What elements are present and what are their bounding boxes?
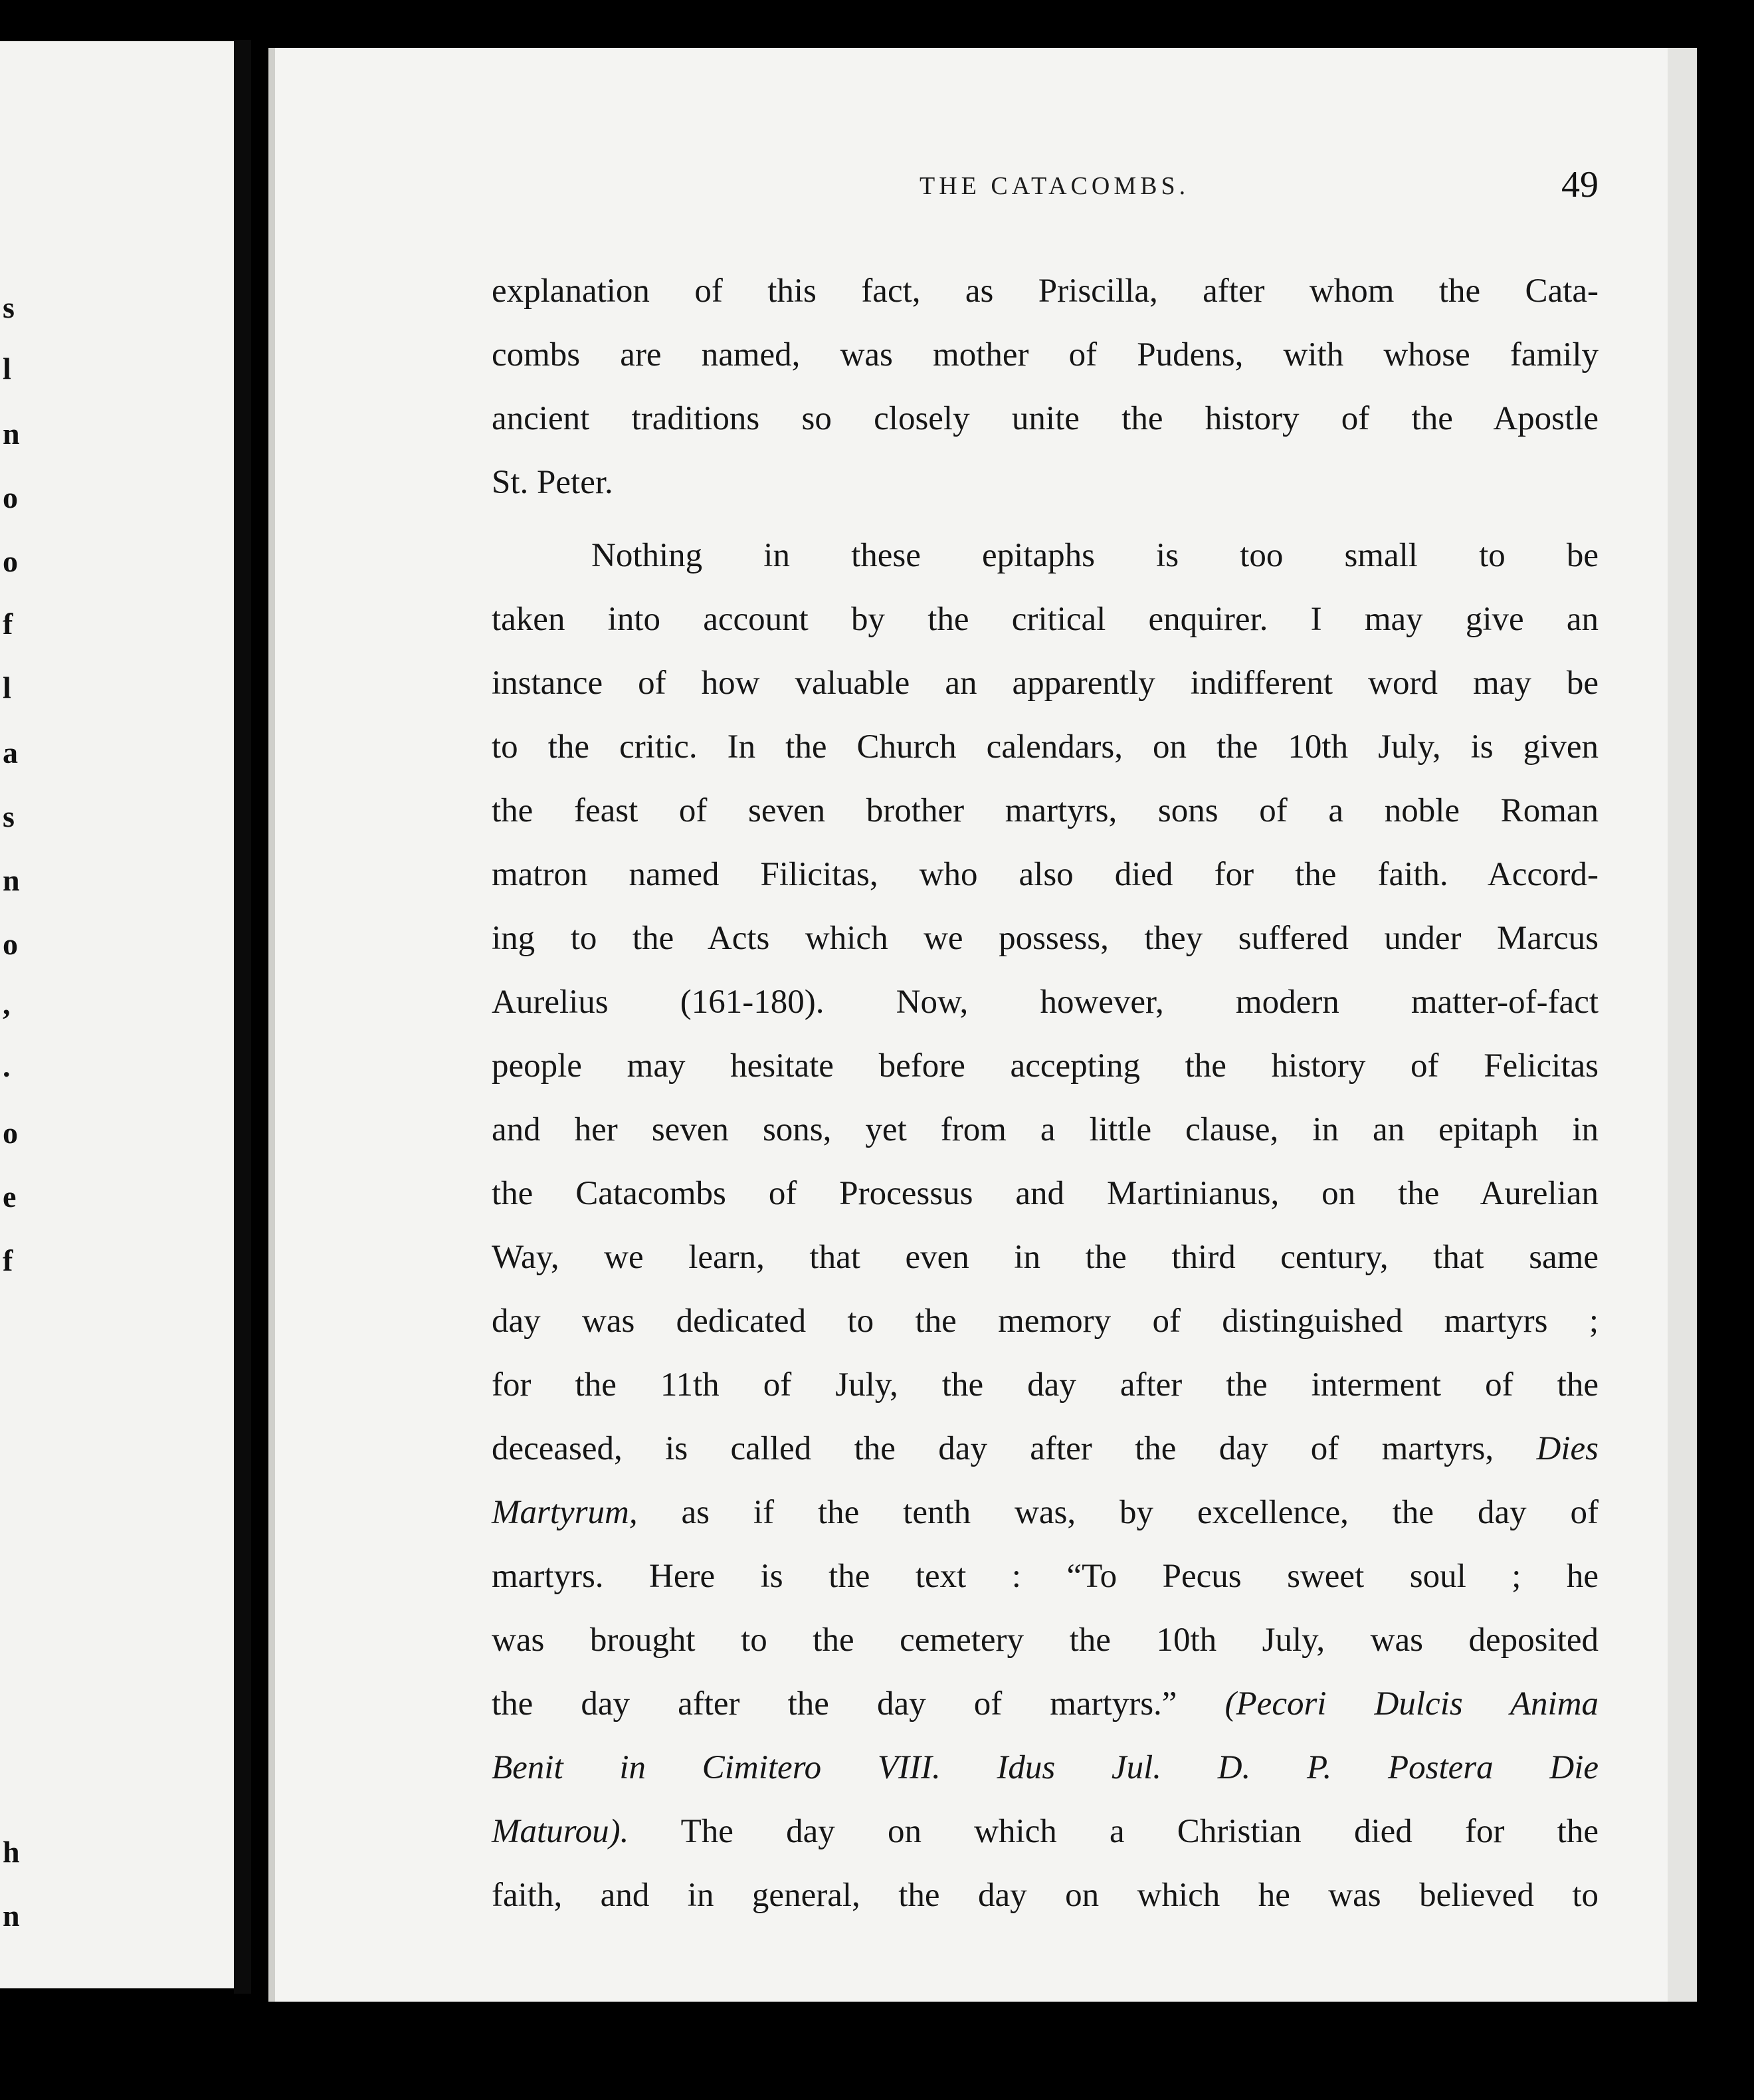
book-gutter [234,40,251,1994]
margin-letter: o [3,544,18,578]
text-line: taken into account by the critical enquirer. I may give an [492,601,1599,638]
text-line: combs are named, was mother of Pudens, with whose family [492,336,1599,373]
text-line [492,1481,1599,1544]
italic-text: Martyrum, [492,1494,638,1531]
text-line: was brought to the cemetery the 10th July, was deposited [492,1622,1599,1659]
text-line: ing to the Acts which we possess, they suffered under Marcus [492,920,1599,957]
facing-page-left [0,41,234,1988]
text-line: for the 11th of July, the day after the interment of the [492,1366,1599,1404]
margin-letter: e [3,1180,17,1213]
text-line: and her seven sons, yet from a little clause, in an epitaph in [492,1111,1599,1148]
margin-letter: a [3,736,18,770]
italic-text: (Pecori Dulcis Anima [1224,1685,1599,1723]
text-line: St. Peter. [492,464,613,501]
page-edge [1668,48,1697,2002]
margin-letter: f [3,1243,13,1277]
text-line: matron named Filicitas, who also died for the faith. Accord- [492,856,1599,893]
text-line: instance of how valuable an apparently indifferent word may be [492,665,1599,702]
margin-letter: s [3,290,15,324]
text-span: The day on which a Christian died for the [680,1813,1599,1850]
margin-letter: o [3,480,18,514]
margin-letter: l [3,352,11,385]
text-line: to the critic. In the Church calendars, on the 10th July, is given [492,728,1599,766]
text-line: day was dedicated to the memory of distinguished martyrs ; [492,1303,1599,1340]
margin-letter: o [3,1116,18,1150]
margin-letter: n [3,1899,20,1933]
text-line: Nothing in these epitaphs is too small to be [591,537,1599,574]
italic-text: Dies [1536,1430,1599,1467]
margin-letter: n [3,863,20,897]
margin-letter: , [3,987,11,1021]
text-line: the feast of seven brother martyrs, sons of a noble Roman [492,792,1599,829]
text-line: Way, we learn, that even in the third century, that same [492,1239,1599,1276]
margin-letter: f [3,607,13,641]
page-gutter-shadow [268,48,275,2002]
page [268,48,1697,2002]
italic-text: Maturou). [492,1813,629,1850]
text-line [492,1800,1599,1863]
running-head: THE CATACOMBS. [920,172,1190,200]
text-line: explanation of this fact, as Priscilla, after whom the Cata- [492,272,1599,310]
margin-letter: h [3,1835,20,1869]
text-span: as if the tenth was, by excellence, the day of [681,1494,1599,1531]
text-line: faith, and in general, the day on which he was believed to [492,1877,1599,1914]
margin-letter: s [3,799,15,833]
italic-text-line: Benit in Cimitero VIII. Idus Jul. D. P. Postera Die [492,1749,1599,1786]
page-number: 49 [1561,164,1599,205]
text-line [492,1417,1599,1481]
body-text [492,259,1599,1927]
text-span: deceased, is called the day after the day of martyrs, [492,1430,1494,1467]
text-line: martyrs. Here is the text : “To Pecus sweet soul ; he [492,1558,1599,1595]
margin-letter: n [3,417,20,451]
text-line [492,1672,1599,1736]
margin-letter: . [3,1049,11,1083]
text-line: the Catacombs of Processus and Martinianus, on the Aurelian [492,1175,1599,1212]
text-line: Aurelius (161-180). Now, however, modern matter-of-fact [492,984,1599,1021]
margin-letter: l [3,671,11,704]
text-line: people may hesitate before accepting the history of Felicitas [492,1047,1599,1085]
text-span: the day after the day of martyrs.” [492,1685,1177,1723]
text-line: ancient traditions so closely unite the history of the Apostle [492,400,1599,437]
margin-letter: o [3,927,18,961]
